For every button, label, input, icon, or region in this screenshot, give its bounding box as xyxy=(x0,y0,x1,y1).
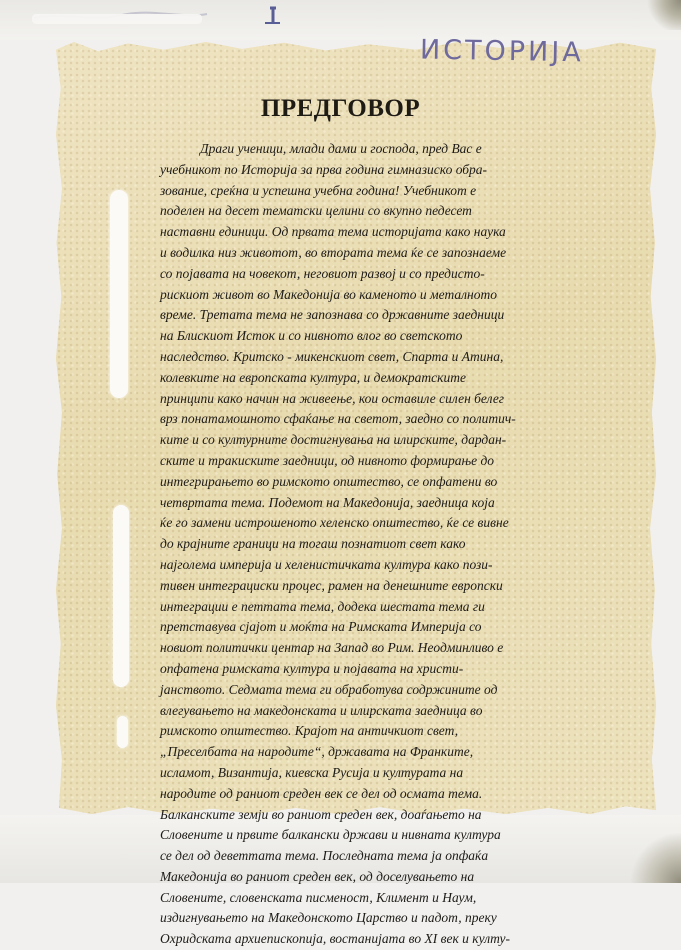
handwritten-subject: ИСТОРИЈА xyxy=(419,34,584,69)
text-line: римското општество. Крајот на античкиот свет, xyxy=(160,723,459,739)
text-line: „Преселбата на народите“, државата на Франките, xyxy=(160,744,474,760)
text-line: претставува сјајот и моќта на Римската Империја со xyxy=(160,619,482,635)
text-line: наставни единици. Од првата тема историјата како наука xyxy=(160,224,506,240)
text-line: со појавата на човекот, неговиот развој и со предисто- xyxy=(160,265,485,281)
scan-corner-shadow xyxy=(631,833,681,883)
text-line: опфатена римската култура и појавата на христи- xyxy=(160,660,464,676)
text-line: ќе го замени истрошеното хеленско општество, ќе се вивне xyxy=(160,515,509,531)
text-line: Словените и првите балкански држави и нивната култура xyxy=(160,827,501,843)
text-line: интеграции е петтата тема, додека шестата тема ги xyxy=(160,598,485,614)
text-line: на Блискиот Исток и со нивното влог во светското xyxy=(160,328,463,344)
text-line: врз понатамошното сфаќање на светот, заедно со политич- xyxy=(160,411,516,427)
top-scribble xyxy=(32,6,282,28)
text-line: се дел од деветтата тема. Последната тема ја опфаќа xyxy=(160,848,489,864)
scan-corner-shadow xyxy=(643,0,681,30)
text-line: четвртата тема. Подемот на Македонија, заедница која xyxy=(160,494,495,510)
page-title: ПРЕДГОВОР xyxy=(260,95,421,122)
text-line: тивен интеграциски процес, рамен на денешните европски xyxy=(160,577,503,593)
correction-mark xyxy=(113,505,129,687)
text-line: Драги ученици, млади дами и господа, пред Вас е xyxy=(200,141,482,156)
text-line: до крајните граници на тогаш познатиот свет како xyxy=(160,536,466,552)
text-line: време. Третата тема не запознава со државните заедници xyxy=(160,307,505,323)
text-line: рискиот живот во Македонија во каменото и металното xyxy=(160,286,497,302)
text-line: исламот, Византија, киевска Русија и културата на xyxy=(160,764,464,780)
text-line: јанството. Седмата тема ги обработува содржините од xyxy=(160,681,498,697)
text-line: интегрирањето во римското општество, се опфатени во xyxy=(160,473,498,489)
text-line: Охридската архиепископија, востанијата во XI век и култу- xyxy=(160,931,510,947)
text-line: Македонија во раниот среден век, од доселувањето на xyxy=(160,868,475,884)
text-line: ските и тракиските заедници, од нивното формирање до xyxy=(160,452,495,468)
text-line: народите од раниот среден век се дел од осмата тема. xyxy=(160,785,483,801)
text-line: поделен на десет тематски целини со вкупно педесет xyxy=(160,203,472,219)
correction-mark xyxy=(110,190,128,398)
text-line: новиот политички центар на Запад во Рим. Неодминливо е xyxy=(160,640,504,656)
text-line: Словените, словенската писменост, Климент и Наум, xyxy=(160,889,477,905)
text-line: учебникот по Историја за прва година гимназиско обра- xyxy=(160,161,488,177)
preface-text xyxy=(160,139,550,950)
text-line: најголема империја и хеленистичката култура како пози- xyxy=(160,556,493,572)
text-line: зование, среќна и успешна учебна година! Учебникот е xyxy=(160,182,477,198)
text-line: принципи како начин на живеење, кои оставиле силен белег xyxy=(160,390,505,406)
text-line: Балканските земји во раниот среден век, доаѓањето на xyxy=(160,806,482,822)
correction-mark xyxy=(117,716,128,748)
text-line: издигнувањето на Македонското Царство и падот, преку xyxy=(160,910,497,926)
text-line: влегувањето на македонската и илирската заедница во xyxy=(160,702,483,718)
text-line: ките и со културните достигнувања на илирските, дардан- xyxy=(160,432,507,448)
text-line: и водилка низ животот, во втората тема ќе се запознаеме xyxy=(160,244,507,260)
text-line: наследство. Критско - микенскиот свет, Спарта и Атина, xyxy=(160,348,504,364)
text-line: колевките на европската култура, и демократските xyxy=(160,369,466,385)
